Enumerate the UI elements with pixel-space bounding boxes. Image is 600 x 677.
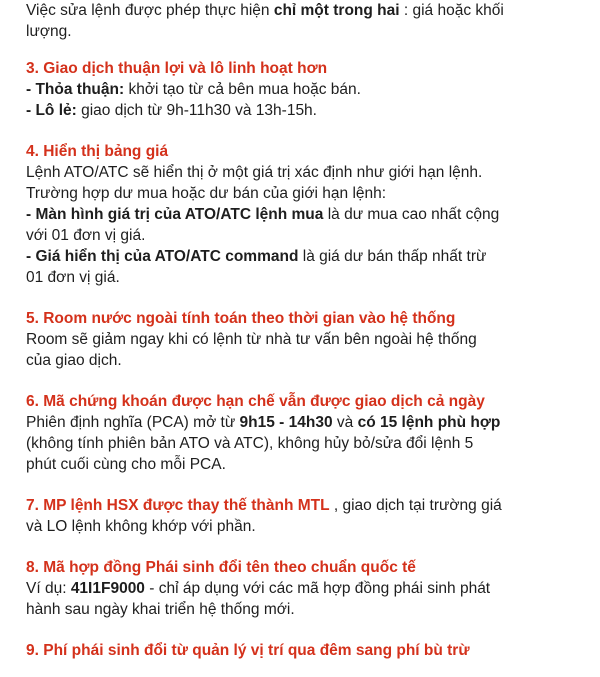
section-8-line-2: hành sau ngày khai triển hệ thống mới. — [26, 601, 295, 618]
intro-bold: chỉ một trong hai — [273, 2, 400, 19]
section-8 — [26, 557, 582, 620]
section-5-line-2: của giao dịch. — [26, 352, 122, 369]
section-3-item-1-label: - Thỏa thuận: — [26, 81, 125, 98]
section-3 — [26, 58, 582, 121]
section-7-heading: 7. MP lệnh HSX được thay thế thành MTL — [26, 497, 330, 514]
section-6-line-1-text: Phiên định nghĩa (PCA) mở từ — [26, 414, 240, 431]
section-8-line-1-post: - chỉ áp dụng với các mã hợp đồng phái sinh phát — [144, 580, 491, 597]
section-3-item-2-text: giao dịch từ 9h-11h30 và 13h-15h. — [76, 102, 317, 119]
intro-line-2: lượng. — [26, 23, 72, 40]
section-7-heading-line — [26, 495, 582, 516]
section-6-line-3: phút cuối cùng cho mỗi PCA. — [26, 456, 226, 473]
section-6-line-1-mid: và — [332, 414, 358, 431]
section-8-contract-code: 41I1F9000 — [70, 580, 145, 597]
section-6-time-range: 9h15 - 14h30 — [239, 414, 333, 431]
section-4 — [26, 141, 582, 288]
section-5-line-1: Room sẽ giảm ngay khi có lệnh từ nhà tư vấn bên ngoài hệ thống — [26, 331, 477, 348]
section-6 — [26, 391, 582, 475]
intro-paragraph — [26, 0, 582, 42]
intro-text: Việc sửa lệnh được phép thực hiện — [26, 2, 274, 19]
section-8-line-1-text: Ví dụ: — [26, 580, 71, 597]
section-6-line-2: (không tính phiên bản ATO và ATC), không hủy bỏ/sửa đổi lệnh 5 — [26, 435, 474, 452]
section-7-line-2: và LO lệnh không khớp với phần. — [26, 518, 256, 535]
section-4-line-3-text: là dư mua cao nhất cộng — [323, 206, 500, 223]
intro-text-post: : giá hoặc khối — [399, 2, 504, 19]
section-3-item-2 — [26, 100, 582, 121]
section-6-line-1 — [26, 412, 582, 433]
section-3-item-2-label: - Lô lẻ: — [26, 102, 77, 119]
section-7 — [26, 495, 582, 537]
section-3-item-1 — [26, 79, 582, 100]
section-4-line-1: Lệnh ATO/ATC sẽ hiển thị ở một giá trị xác định như giới hạn lệnh. — [26, 164, 483, 181]
section-4-heading: 4. Hiển thị bảng giá — [26, 143, 169, 160]
section-4-line-5-bold: - Giá hiển thị của ATO/ATC command — [26, 248, 299, 265]
section-9 — [26, 640, 582, 661]
section-7-heading-text: , giao dịch tại trường giá — [329, 497, 502, 514]
section-9-heading: 9. Phí phái sinh đổi từ quản lý vị trí qua đêm sang phí bù trừ — [26, 642, 470, 659]
section-5-heading: 5. Room nước ngoài tính toán theo thời gian vào hệ thống — [26, 310, 456, 327]
intro-line-1 — [26, 0, 582, 21]
section-4-line-6: 01 đơn vị giá. — [26, 269, 120, 286]
section-6-heading: 6. Mã chứng khoán được hạn chế vẫn được giao dịch cả ngày — [26, 393, 485, 410]
section-4-line-5-text: là giá dư bán thấp nhất trừ — [298, 248, 487, 265]
section-3-item-1-text: khởi tạo từ cả bên mua hoặc bán. — [124, 81, 361, 98]
section-4-line-3-bold: - Màn hình giá trị của ATO/ATC lệnh mua — [26, 206, 324, 223]
section-8-heading: 8. Mã hợp đồng Phái sinh đổi tên theo chuẩn quốc tế — [26, 559, 416, 576]
section-3-heading: 3. Giao dịch thuận lợi và lô linh hoạt hơn — [26, 60, 328, 77]
section-6-order-count: có 15 lệnh phù hợp — [357, 414, 501, 431]
section-4-line-5 — [26, 246, 582, 267]
section-4-line-4: với 01 đơn vị giá. — [26, 227, 146, 244]
section-4-line-3 — [26, 204, 582, 225]
section-4-line-2: Trường hợp dư mua hoặc dư bán của giới hạn lệnh: — [26, 185, 387, 202]
section-5 — [26, 308, 582, 371]
document-content — [26, 0, 582, 677]
section-8-line-1 — [26, 578, 582, 599]
